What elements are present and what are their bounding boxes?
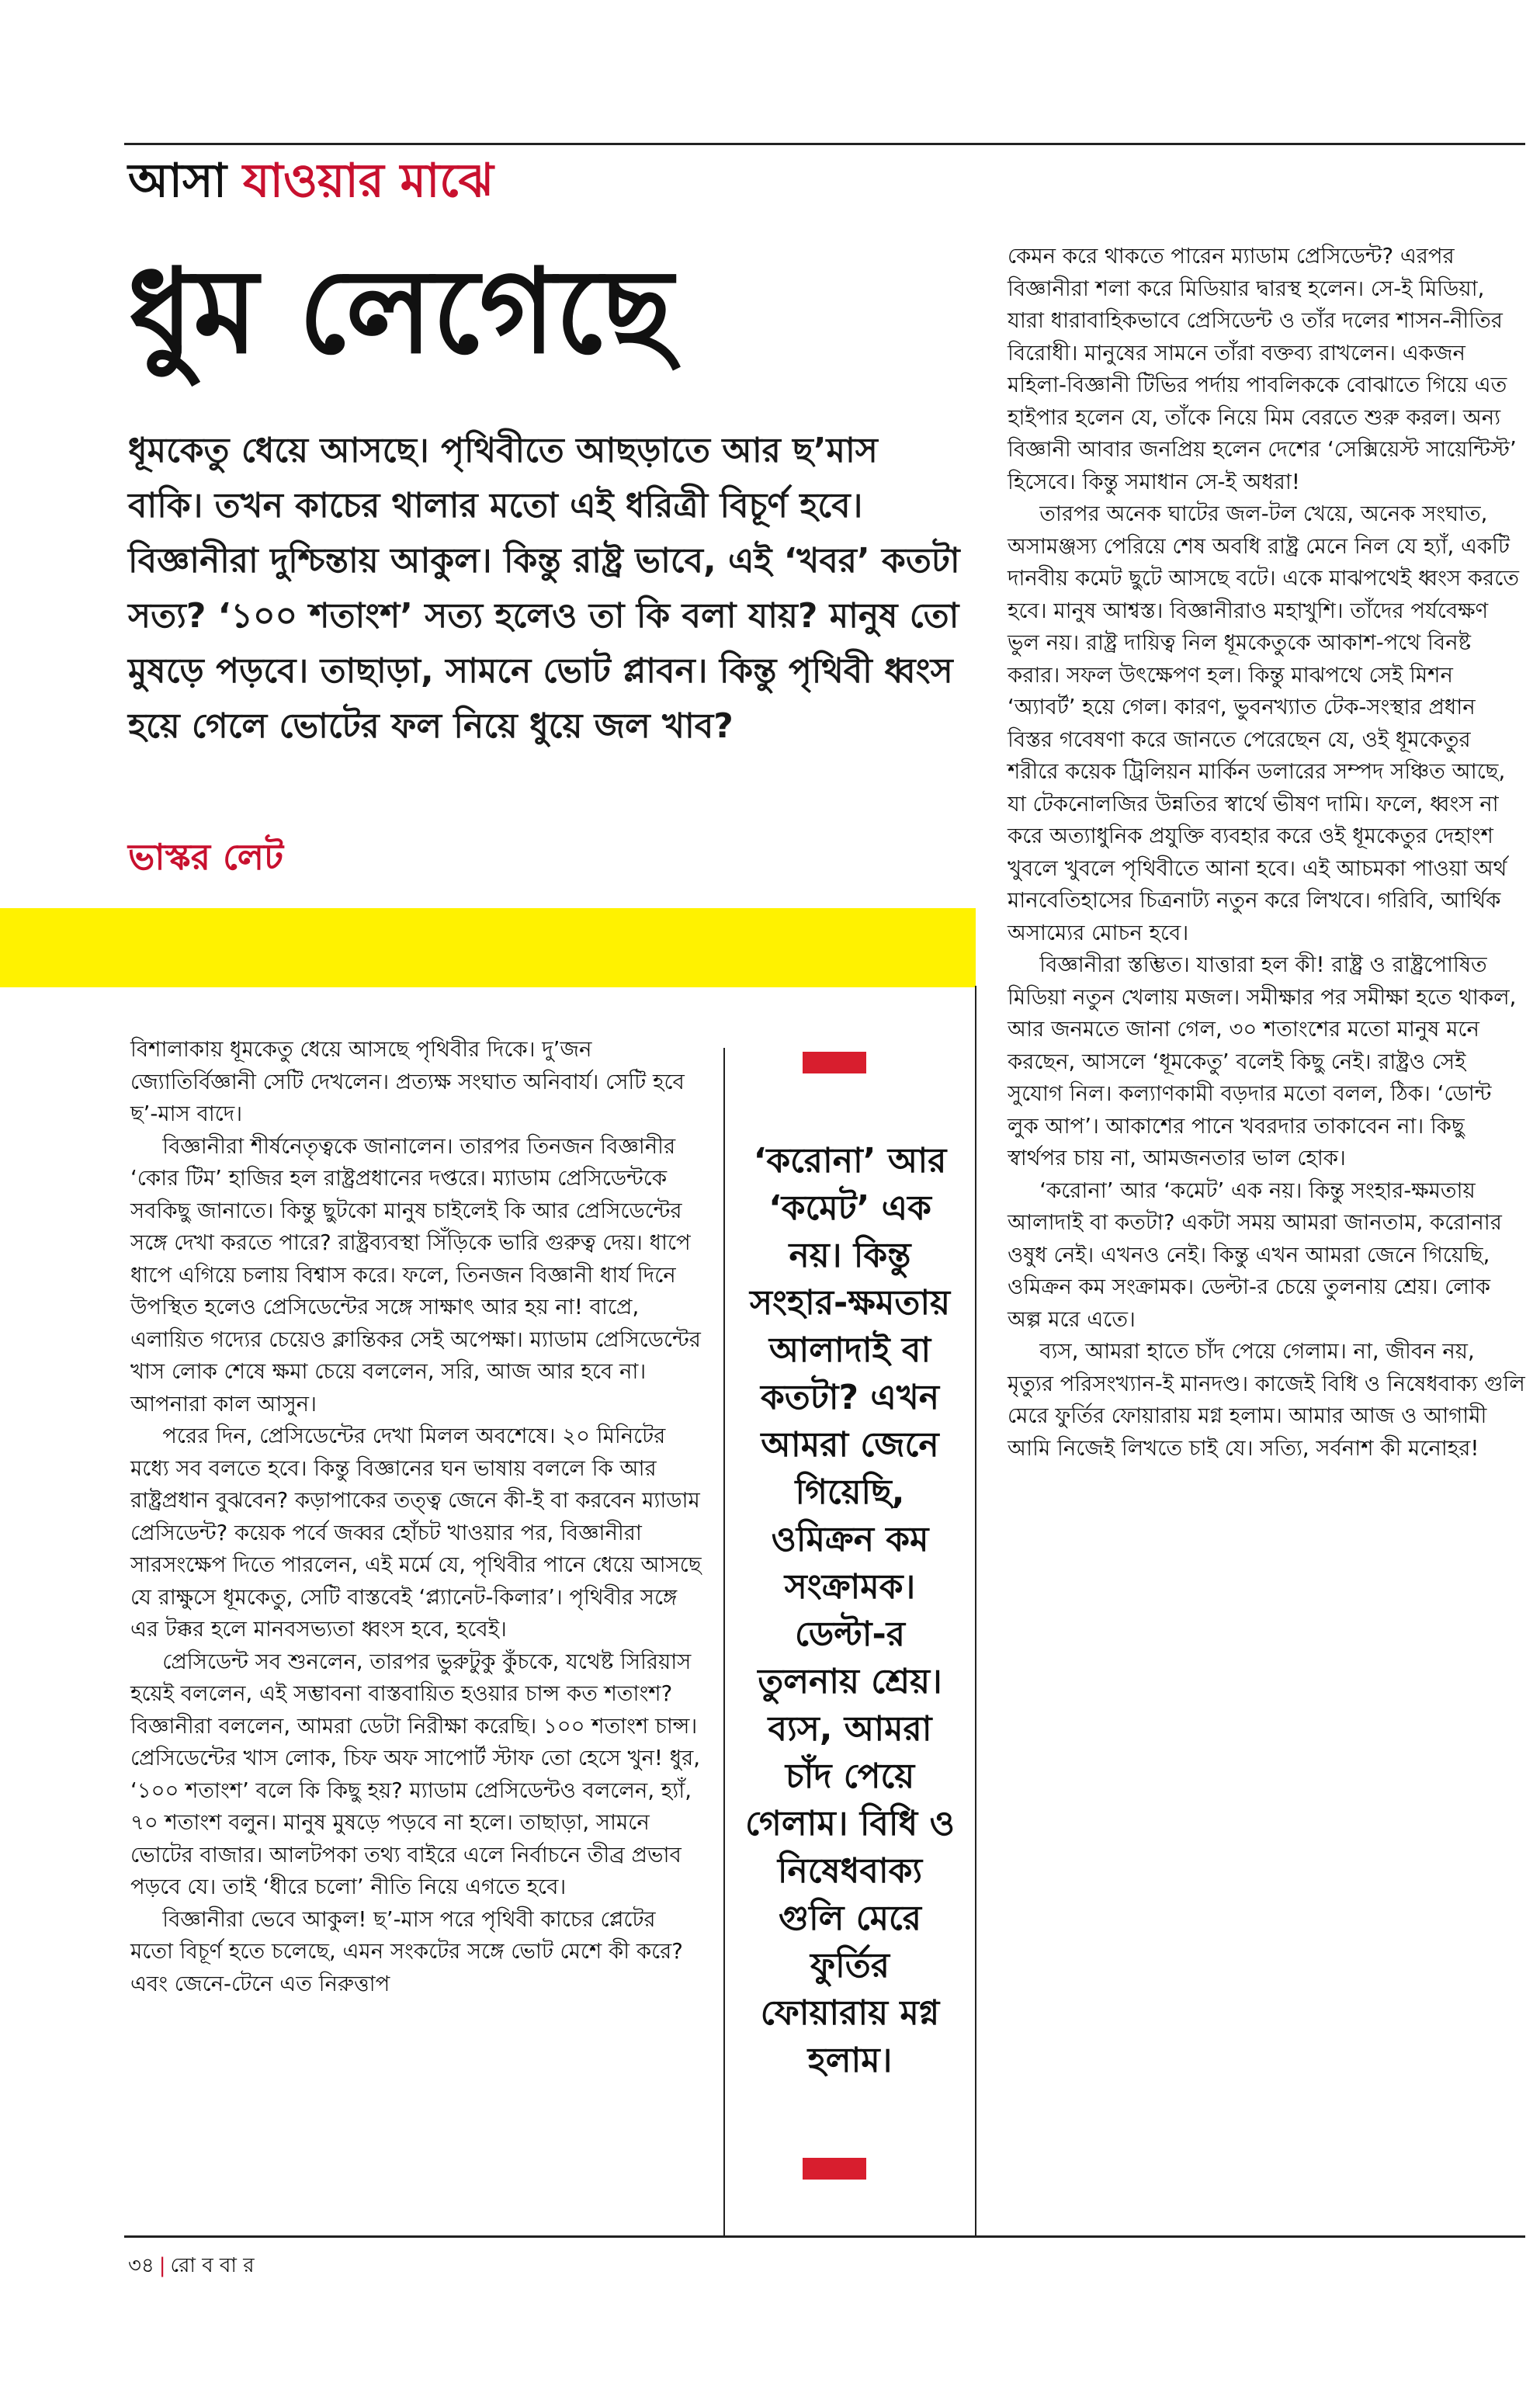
headline: ধুম লেগেছে (128, 245, 673, 380)
magazine-name: রো ব বা র (170, 2254, 255, 2277)
body-paragraph: ব্যস, আমরা হাতে চাঁদ পেয়ে গেলাম। না, জীবন নয়, মৃত্যুর পরিসংখ্যান-ই মানদণ্ড। কাজেই বিধি ও নিষেধবাক্য গুলি মেরে ফুর্তির ফোয়ারায় মগ্ন হলাম। আমার আজ ও আগামী আমি নিজেই লিখতে চাই যে। সত্যি, সর্বনাশ কী মনোহর! (1008, 1339, 1525, 1461)
pull-quote: ‘করোনা’ আর ‘কমেট’ এক নয়। কিন্তু সংহার-ক্ষমতায় আলাদাই বা কতটা? এখন আমরা জেনে গিয়েছি, ওমিক্রন কম সংক্রামক। ডেল্টা-র তুলনায় শ্রেয়। ব্যস, আমরা চাঁদ পেয়ে গেলাম। বিধি ও নিষেধবাক্য গুলি মেরে ফুর্তির ফোয়ারায় মগ্ন হলাম। (745, 1141, 955, 2080)
footer-separator: | (158, 2254, 166, 2277)
pull-quote-bar-top (803, 1052, 866, 1073)
column-divider-right (975, 986, 976, 2235)
yellow-band (0, 908, 976, 987)
intro-paragraph: ধূমকেতু ধেয়ে আসছে। পৃথিবীতে আছড়াতে আর ছ’মাস বাকি। তখন কাচের থালার মতো এই ধরিত্রী বিচূর্ণ হবে। বিজ্ঞানীরা দুশ্চিন্তায় আকুল। কিন্তু রাষ্ট্র ভাবে, এই ‘খবর’ কতটা সত্য? ‘১০০ শতাংশ’ সত্য হলেও তা কি বলা যায়? মানুষ তো মুষড়ে পড়বে। তাছাড়া, সামনে ভোট প্লাবন। কিন্তু পৃথিবী ধ্বংস হয়ে গেলে ভোটের ফল নিয়ে ধুয়ে জল খাব? (128, 431, 960, 746)
body-column-left (130, 1034, 705, 2000)
top-rule (124, 143, 1525, 145)
section-label-part2: যাওয়ার মাঝে (242, 154, 494, 208)
byline: ভাস্কর লেট (128, 836, 284, 878)
body-paragraph: তারপর অনেক ঘাটের জল-টল খেয়ে, অনেক সংঘাত, অসামঞ্জস্য পেরিয়ে শেষ অবধি রাষ্ট্র মেনে নিল যে হ্যাঁ, একটি দানবীয় কমেট ছুটে আসছে বটে। একে মাঝপথেই ধ্বংস করতে হবে। মানুষ আশ্বস্ত। বিজ্ঞানীরাও মহাখুশি। তাঁদের পর্যবেক্ষণ ভুল নয়। রাষ্ট্র দায়িত্ব নিল ধূমকেতুকে আকাশ-পথে বিনষ্ট করার। সফল উৎক্ষেপণ হল। কিন্তু মাঝপথে সেই মিশন ‘অ্যাবর্ট’ হয়ে গেল। কারণ, ভুবনখ্যাত টেক-সংস্থার প্রধান বিস্তর গবেষণা করে জানতে পেরেছেন যে, ওই ধূমকেতুর শরীরে কয়েক ট্রিলিয়ন মার্কিন ডলারের সম্পদ সঞ্চিত আছে, যা টেকনোলজির উন্নতির স্বার্থে ভীষণ দামি। ফলে, ধ্বংস না করে অত্যাধুনিক প্রযুক্তি ব্যবহার করে ওই ধূমকেতুর দেহাংশ খুবলে খুবলে পৃথিবীতে আনা হবে। এই আচমকা পাওয়া অর্থ মানবেতিহাসের চিত্রনাট্য নতুন করে লিখবে। গরিবি, আর্থিক অসাম্যের মোচন হবে। (1008, 501, 1519, 945)
section-label (128, 155, 494, 206)
pull-quote-bar-bottom (803, 2158, 866, 2180)
body-paragraph: বিজ্ঞানীরা শীর্ষনেতৃত্বকে জানালেন। তারপর তিনজন বিজ্ঞানীর ‘কোর টিম’ হাজির হল রাষ্ট্রপ্রধানের দপ্তরে। ম্যাডাম প্রেসিডেন্টকে সবকিছু জানাতে। কিন্তু ছুটকো মানুষ চাইলেই কি আর প্রেসিডেন্টের সঙ্গে দেখা করতে পারে? রাষ্ট্রব্যবস্থা সিঁড়িকে ভারি গুরুত্ব দেয়। ধাপে ধাপে এগিয়ে চলায় বিশ্বাস করে। ফলে, তিনজন বিজ্ঞানী ধার্য দিনে উপস্থিত হলেও প্রেসিডেন্টের সঙ্গে সাক্ষাৎ আর হয় না! বাপ্রে, এলায়িত গদ্যের চেয়েও ক্লান্তিকর সেই অপেক্ষা। ম্যাডাম প্রেসিডেন্টের খাস লোক শেষে ক্ষমা চেয়ে বললেন, সরি, আজ আর হবে না। আপনারা কাল আসুন। (130, 1133, 701, 1417)
body-paragraph: পরের দিন, প্রেসিডেন্টের দেখা মিলল অবশেষে। ২০ মিনিটের মধ্যে সব বলতে হবে। কিন্তু বিজ্ঞানের ঘন ভাষায় বললে কি আর রাষ্ট্রপ্রধান বুঝবেন? কড়াপাকের তত্ত্ব জেনে কী-ই বা করবেন ম্যাডাম প্রেসিডেন্ট? কয়েক পর্বে জব্বর হোঁচট খাওয়ার পর, বিজ্ঞানীরা সারসংক্ষেপ দিতে পারলেন, এই মর্মে যে, পৃথিবীর পানে ধেয়ে আসছে যে রাক্ষুসে ধূমকেতু, সেটি বাস্তবেই ‘প্ল্যানেট-কিলার’। পৃথিবীর সঙ্গে এর টক্কর হলে মানবসভ্যতা ধ্বংস হবে, হবেই। (130, 1424, 702, 1642)
section-label-part1: আসা (128, 154, 227, 208)
column-divider-left (723, 1048, 725, 2235)
bottom-rule (124, 2235, 1525, 2238)
body-paragraph: বিজ্ঞানীরা স্তম্ভিত। যাত্তারা হল কী! রাষ্ট্র ও রাষ্ট্রপোষিত মিডিয়া নতুন খেলায় মজল। সমীক্ষার পর সমীক্ষা হতে থাকল, আর জনমতে জানা গেল, ৩০ শতাংশের মতো মানুষ মনে করছেন, আসলে ‘ধূমকেতু’ বলেই কিছু নেই। রাষ্ট্রও সেই সুযোগ নিল। কল্যাণকামী বড়দার মতো বলল, ঠিক। ‘ডোন্ট লুক আপ’। আকাশের পানে খবরদার তাকাবেন না। কিছু স্বার্থপর চায় না, আমজনতার ভাল হোক। (1008, 952, 1517, 1170)
body-paragraph: বিজ্ঞানীরা ভেবে আকুল! ছ’-মাস পরে পৃথিবী কাচের প্লেটের মতো বিচূর্ণ হতে চলেছে, এমন সংকটের সঙ্গে ভোট মেশে কী করে? এবং জেনে-টেনে এত নিরুত্তাপ (130, 1906, 683, 1996)
body-paragraph: প্রেসিডেন্ট সব শুনলেন, তারপর ভুরুটুকু কুঁচকে, যথেষ্ট সিরিয়াস হয়েই বললেন, এই সম্ভাবনা বাস্তবায়িত হওয়ার চান্স কত শতাংশ? বিজ্ঞানীরা বললেন, আমরা ডেটা নিরীক্ষা করেছি। ১০০ শতাংশ চান্স। প্রেসিডেন্টের খাস লোক, চিফ অফ সাপোর্ট স্টাফ তো হেসে খুন! ধুর, ‘১০০ শতাংশ’ বলে কি কিছু হয়? ম্যাডাম প্রেসিডেন্টও বললেন, হ্যাঁ, ৭০ শতাংশ বলুন। মানুষ মুষড়ে পড়বে না হলে। তাছাড়া, সামনে ভোটের বাজার। আলটপকা তথ্য বাইরে এলে নির্বাচনে তীব্র প্রভাব পড়বে যে। তাই ‘ধীরে চলো’ নীতি নিয়ে এগতে হবে। (130, 1649, 700, 1899)
body-paragraph: ‘করোনা’ আর ‘কমেট’ এক নয়। কিন্তু সংহার-ক্ষমতায় আলাদাই বা কতটা? একটা সময় আমরা জানতাম, করোনার ওষুধ নেই। এখনও নেই। কিন্তু এখন আমরা জেনে গিয়েছি, ওমিক্রন কম সংক্রামক। ডেল্টা-র চেয়ে তুলনায় শ্রেয়। লোক অল্প মরে এতে। (1008, 1177, 1502, 1332)
body-column-right (1008, 241, 1526, 1465)
body-paragraph: কেমন করে থাকতে পারেন ম্যাডাম প্রেসিডেন্ট? এরপর বিজ্ঞানীরা শলা করে মিডিয়ার দ্বারস্থ হলেন। সে-ই মিডিয়া, যারা ধারাবাহিকভাবে প্রেসিডেন্ট ও তাঁর দলের শাসন-নীতির বিরোধী। মানুষের সামনে তাঁরা বক্তব্য রাখলেন। একজন মহিলা-বিজ্ঞানী টিভির পর্দায় পাবলিককে বোঝাতে গিয়ে এত হাইপার হলেন যে, তাঁকে নিয়ে মিম বেরতে শুরু করল। অন্য বিজ্ঞানী আবার জনপ্রিয় হলেন দেশের ‘সেক্সিয়েস্ট সায়েন্টিস্ট’ হিসেবে। কিন্তু সমাধান সে-ই অধরা! (1008, 244, 1517, 494)
page-footer (128, 2249, 255, 2284)
page-number: ৩৪ (128, 2254, 154, 2277)
body-paragraph: বিশালাকায় ধূমকেতু ধেয়ে আসছে পৃথিবীর দিকে। দু’জন জ্যোতির্বিজ্ঞানী সেটি দেখলেন। প্রত্যক্ষ সংঘাত অনিবার্য। সেটি হবে ছ’-মাস বাদে। (130, 1037, 685, 1126)
